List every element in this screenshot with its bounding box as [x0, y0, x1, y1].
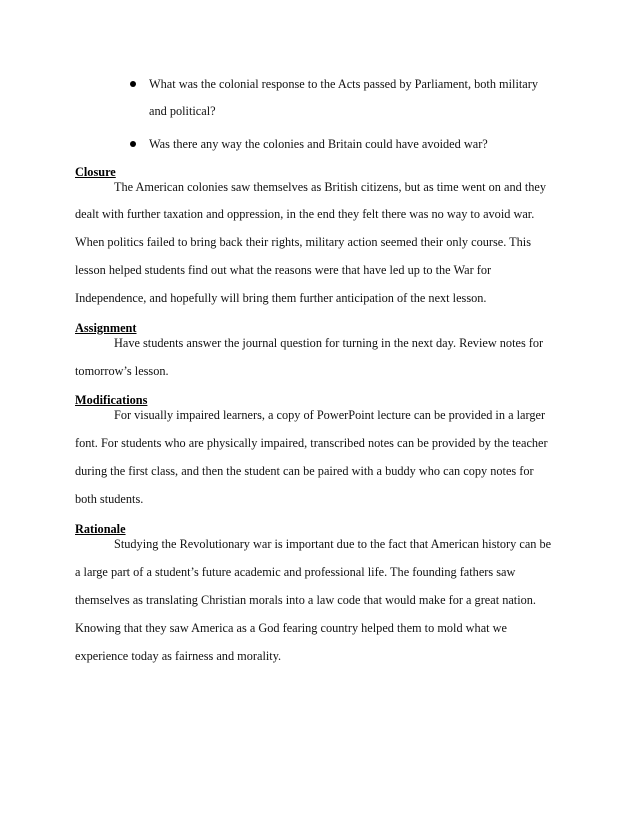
rationale-line-1: Studying the Revolutionary war is important due to the fact that American history can be — [114, 537, 552, 551]
modifications-line-3: during the first class, and then the student can be paired with a buddy who can copy notes for — [75, 464, 534, 478]
bullet-1-line-2: and political? — [149, 104, 216, 118]
closure-heading: Closure — [75, 165, 116, 179]
bullet-1-line-1: What was the colonial response to the Acts passed by Parliament, both military — [149, 77, 538, 91]
rationale-line-5: experience today as fairness and morality. — [75, 649, 282, 663]
rationale-line-3: themselves as translating Christian morals into a law code that would make for a great nation. — [75, 593, 537, 607]
modifications-line-4: both students. — [75, 492, 144, 506]
assignment-heading: Assignment — [75, 321, 137, 335]
modifications-line-2: font. For students who are physically impaired, transcribed notes can be provided by the teacher — [75, 436, 548, 450]
bullet-2-line-1: Was there any way the colonies and Britain could have avoided war? — [149, 137, 488, 151]
assignment-line-1: Have students answer the journal question for turning in the next day. Review notes for — [114, 336, 544, 350]
modifications-line-1: For visually impaired learners, a copy of PowerPoint lecture can be provided in a larger — [114, 408, 546, 422]
rationale-line-2: a large part of a student’s future academic and professional life. The founding fathers saw — [75, 565, 516, 579]
closure-line-4: lesson helped students find out what the reasons were that have led up to the War for — [75, 263, 492, 277]
bullet-icon — [130, 141, 136, 147]
closure-line-5: Independence, and hopefully will bring them further anticipation of the next lesson. — [75, 291, 487, 305]
modifications-heading: Modifications — [75, 393, 148, 407]
closure-line-1: The American colonies saw themselves as British citizens, but as time went on and they — [114, 180, 546, 194]
rationale-line-4: Knowing that they saw America as a God fearing country helped them to mold what we — [75, 621, 507, 635]
bullet-icon — [130, 81, 136, 87]
closure-line-3: When politics failed to bring back their rights, military action seemed their only course. This — [75, 235, 532, 249]
assignment-line-2: tomorrow’s lesson. — [75, 364, 169, 378]
closure-line-2: dealt with further taxation and oppression, in the end they felt there was no way to avoid war. — [75, 207, 535, 221]
rationale-heading: Rationale — [75, 522, 126, 536]
